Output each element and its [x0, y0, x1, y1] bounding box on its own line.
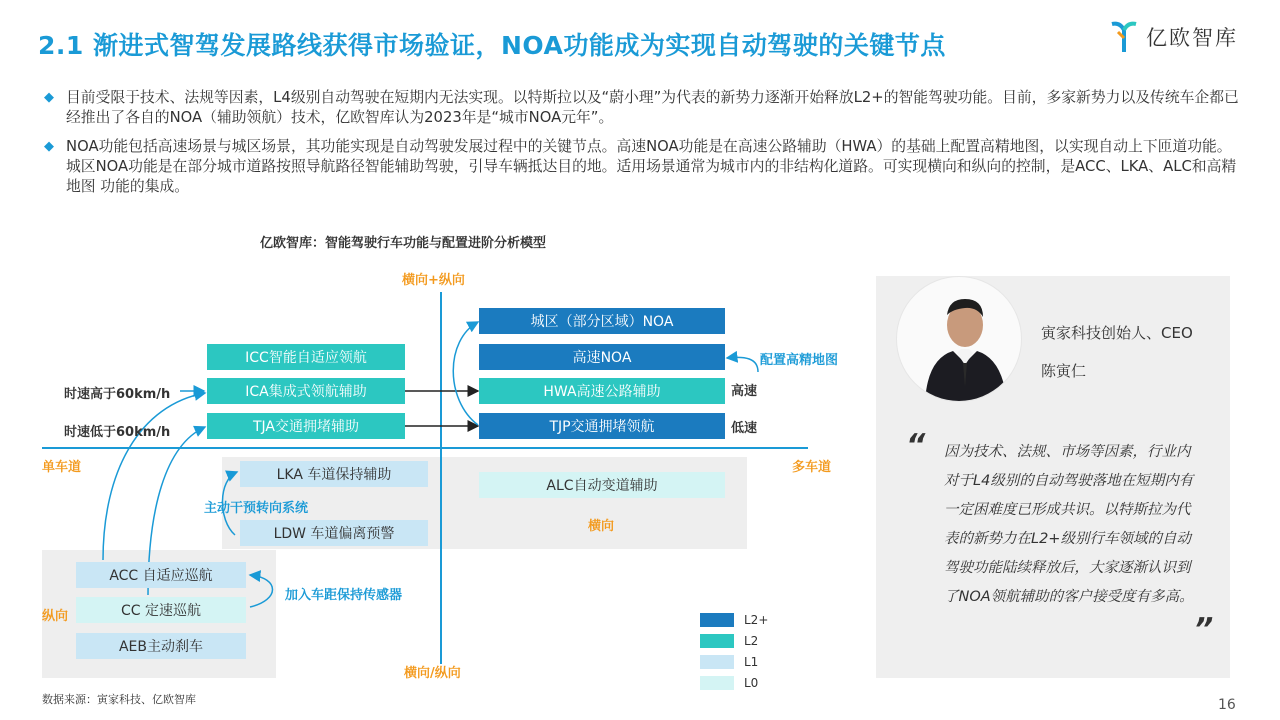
quote-text: 因为技术、法规、市场等因素，行业内对于L4级别的自动驾驶落地在短期内有一定困难度已形成共识。以特斯拉为代表的新势力在L2+级别行车领域的自动驾驶功能陆续释放后，大家逐渐认识到了NOA领航辅助的客户接受度有多高。	[944, 444, 1194, 605]
legend-swatch	[700, 676, 734, 690]
person-title: 寅家科技创始人、CEO	[1041, 324, 1193, 342]
box-highway-noa: 高速NOA	[479, 344, 725, 370]
label-hd-map: 配置高精地图	[760, 353, 839, 368]
legend-item	[700, 630, 768, 651]
box-icc: ICC智能自适应领航	[207, 344, 405, 370]
box-acc: ACC 自适应巡航	[76, 562, 246, 588]
close-quote-mark: ”	[1194, 612, 1214, 647]
page-title: 2.1 渐进式智驾发展路线获得市场验证，NOA功能成为实现自动驾驶的关键节点	[38, 31, 946, 60]
legend-label: L2+	[744, 612, 769, 627]
logo	[1110, 20, 1238, 54]
legend-swatch	[700, 634, 734, 648]
legend-swatch	[700, 613, 734, 627]
legend-item	[700, 609, 768, 630]
legend-item	[700, 651, 768, 672]
diamond-icon: ◆	[44, 90, 54, 105]
axis-label-bottom: 横向/纵向	[404, 666, 461, 681]
vertical-axis	[440, 292, 442, 664]
label-speed-low: 时速低于60km/h	[64, 425, 171, 440]
legend-label: L1	[744, 654, 759, 669]
arrow-acc-to-ica	[103, 393, 205, 560]
bullet-text: NOA功能包括高速场景与城区场景，其功能实现是自动驾驶发展过程中的关键节点。高速NOA功能是在高速公路辅助（HWA）的基础上配置高精地图，以实现自动上下匝道功能。城区NOA功能是在部分城市道路按照导航路径智能辅助驾驶，引导车辆抵达目的地。适用场景通常为城市内的非结构化道路。可实现横向和纵向的控制，是ACC、LKA、ALC和高精地图 功能的集成。	[66, 138, 1237, 195]
diamond-icon: ◆	[44, 139, 54, 154]
legend-item	[700, 672, 768, 693]
person-name: 陈寅仁	[1041, 362, 1087, 380]
legend-label: L2	[744, 633, 759, 648]
logo-icon	[1110, 20, 1138, 54]
label-low-speed: 低速	[731, 421, 758, 436]
avatar	[896, 276, 1022, 402]
box-hwa: HWA高速公路辅助	[479, 378, 725, 404]
axis-label-left: 单车道	[42, 460, 82, 475]
box-ldw: LDW 车道偏离预警	[240, 520, 428, 546]
box-cc: CC 定速巡航	[76, 597, 246, 623]
box-aeb: AEB主动刹车	[76, 633, 246, 659]
person-silhouette-icon	[897, 277, 1022, 402]
arrow-hd-map	[727, 357, 758, 372]
label-speed-high: 时速高于60km/h	[64, 387, 171, 402]
axis-label-right: 多车道	[792, 460, 832, 475]
label-lateral: 横向	[588, 519, 615, 534]
bullet-list	[44, 88, 1244, 206]
legend	[700, 609, 768, 693]
box-ica: ICA集成式领航辅助	[207, 378, 405, 404]
box-alc: ALC自动变道辅助	[479, 472, 725, 498]
chart-title: 亿欧智库：智能驾驶行车功能与配置进阶分析模型	[260, 236, 547, 251]
box-lka: LKA 车道保持辅助	[240, 461, 428, 487]
label-steering-system: 主动干预转向系统	[204, 501, 309, 516]
legend-label: L0	[744, 675, 759, 690]
axis-label-top: 横向+纵向	[402, 273, 465, 288]
label-high-speed: 高速	[731, 384, 758, 399]
bullet-text: 目前受限于技术、法规等因素，L4级别自动驾驶在短期内无法实现。以特斯拉以及“蔚小理”为代表的新势力逐渐开始释放L2+的智能驾驶功能。目前，多家新势力以及传统车企都已经推出了各自的NOA（辅助领航）技术，亿欧智库认为2023年是“城市NOA元年”。	[66, 89, 1239, 126]
arrow-tjp-to-city-noa	[453, 322, 478, 425]
bullet-item	[44, 88, 1244, 128]
label-longitudinal: 纵向	[42, 609, 69, 624]
open-quote-mark: “	[906, 428, 926, 463]
horizontal-axis	[42, 447, 808, 449]
data-source: 数据来源：寅家科技、亿欧智库	[42, 693, 196, 706]
label-distance-sensor: 加入车距保持传感器	[285, 588, 403, 603]
quote-panel	[876, 276, 1230, 678]
page-number: 16	[1218, 697, 1236, 713]
bullet-item	[44, 137, 1244, 197]
box-tja: TJA交通拥堵辅助	[207, 413, 405, 439]
box-city-noa: 城区（部分区域）NOA	[479, 308, 725, 334]
legend-swatch	[700, 655, 734, 669]
logo-text: 亿欧智库	[1146, 26, 1238, 50]
box-tjp: TJP交通拥堵领航	[479, 413, 725, 439]
